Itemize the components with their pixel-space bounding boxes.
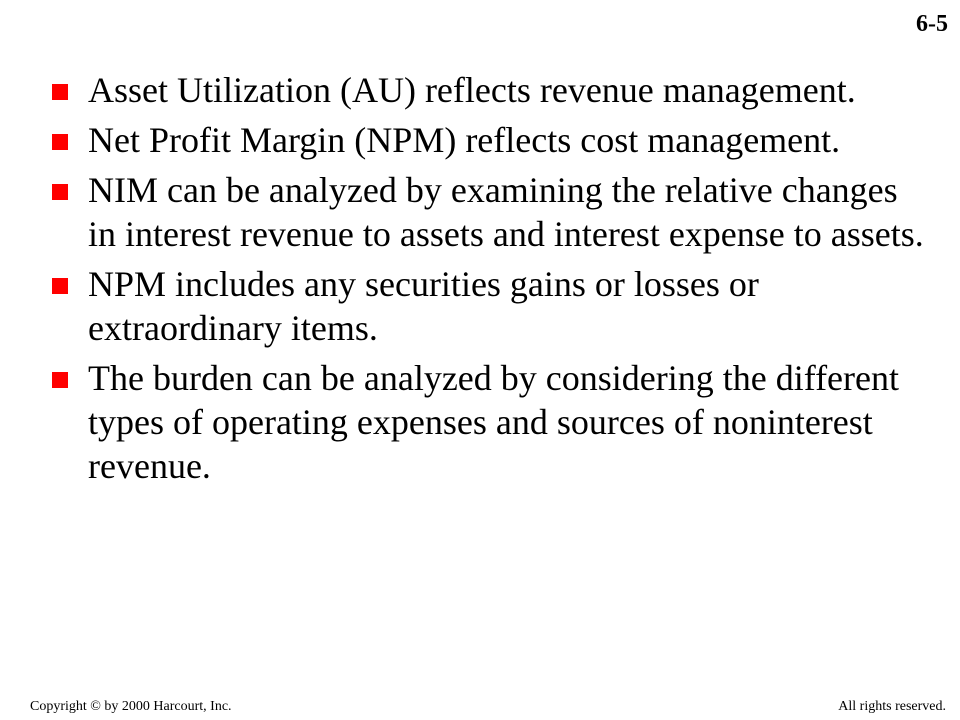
footer-copyright: Copyright © by 2000 Harcourt, Inc. — [30, 699, 232, 714]
square-bullet-icon — [52, 184, 68, 200]
bullet-text: NIM can be analyzed by examining the relative changes in interest revenue to assets and interest expense to assets. — [88, 170, 924, 254]
bullet-text: NPM includes any securities gains or losses or extraordinary items. — [88, 264, 759, 348]
bullet-text: Asset Utilization (AU) reflects revenue management. — [88, 70, 856, 110]
bullet-text: Net Profit Margin (NPM) reflects cost management. — [88, 120, 841, 160]
square-bullet-icon — [52, 372, 68, 388]
square-bullet-icon — [52, 278, 68, 294]
bullet-item — [52, 118, 932, 162]
bullet-item — [52, 262, 932, 350]
bullet-item — [52, 356, 932, 488]
square-bullet-icon — [52, 84, 68, 100]
bullet-text: The burden can be analyzed by considering the different types of operating expenses and sources of noninterest revenue. — [88, 358, 900, 486]
bullet-item — [52, 168, 932, 256]
bullet-list — [52, 68, 932, 494]
slide-number: 6-5 — [916, 11, 948, 37]
square-bullet-icon — [52, 134, 68, 150]
bullet-item — [52, 68, 932, 112]
footer-rights: All rights reserved. — [838, 699, 946, 714]
